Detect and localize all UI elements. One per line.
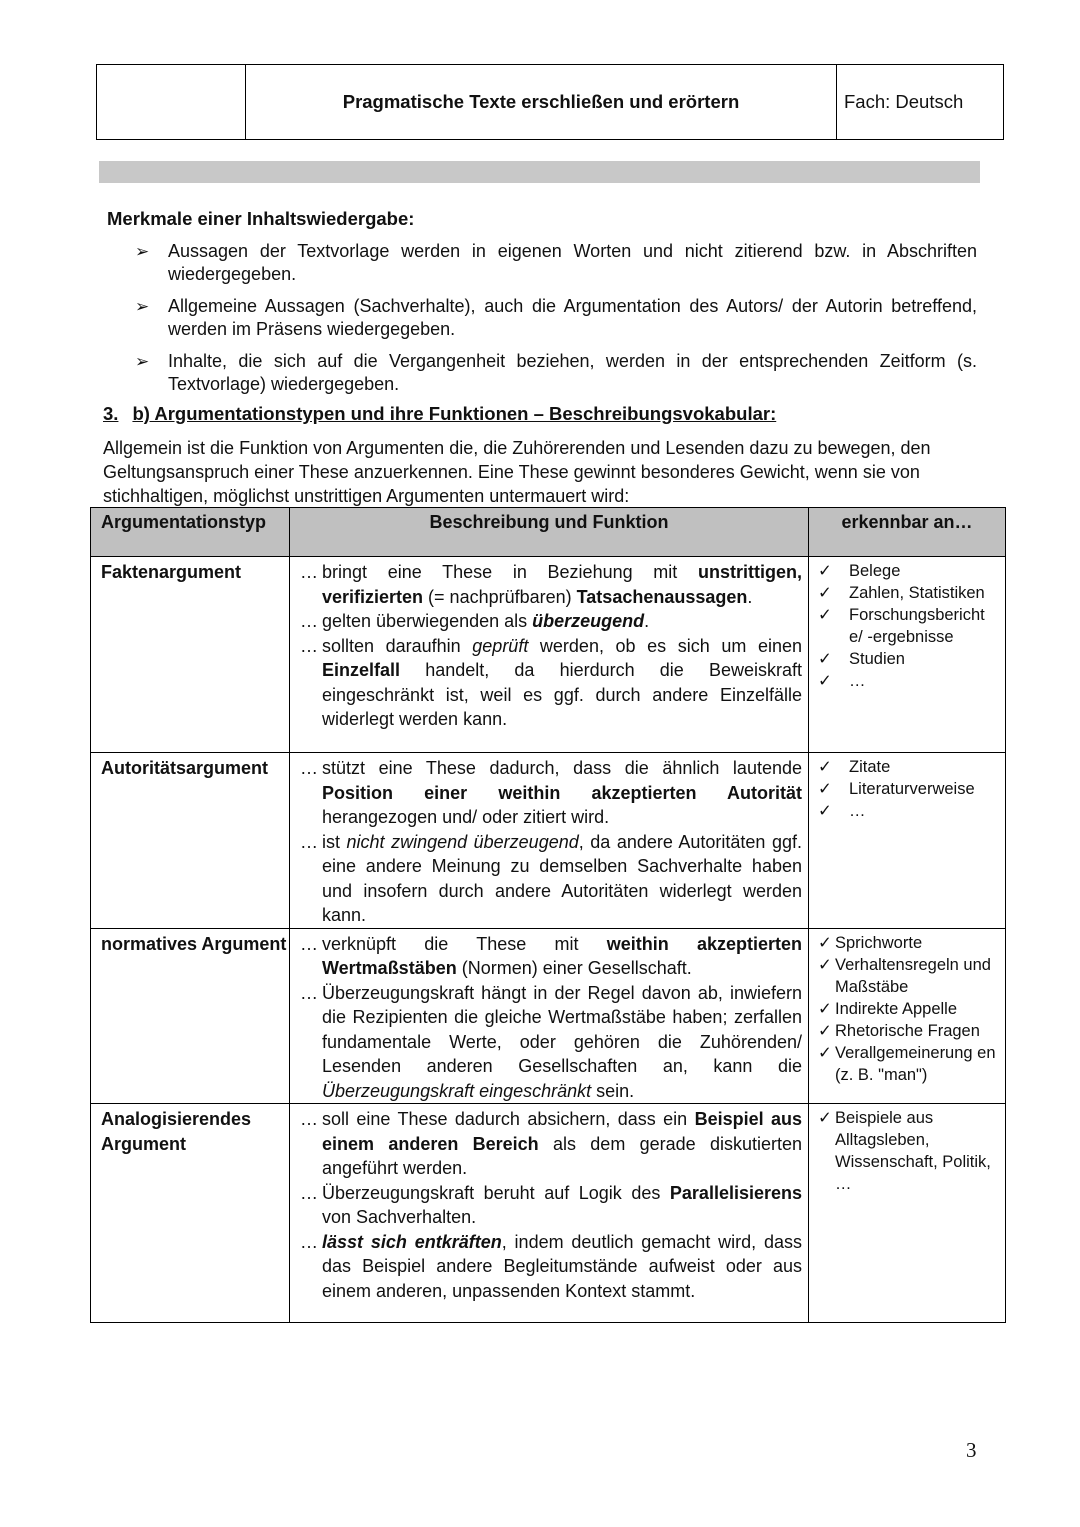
recognized-text: Sprichworte bbox=[835, 933, 923, 952]
recognized-text: … bbox=[849, 802, 866, 820]
recognized-text: Zitate bbox=[849, 758, 891, 776]
subject-label: Fach: Deutsch bbox=[844, 90, 964, 112]
recognized-text: Indirekte Appelle bbox=[835, 999, 958, 1018]
ellipsis-marker: … bbox=[300, 635, 318, 656]
arrow-bullet-icon: ➢ bbox=[135, 352, 150, 371]
bullet-item bbox=[135, 295, 977, 341]
description-item bbox=[300, 932, 802, 981]
description-text: Überzeugungskraft hängt in der Regel davon ab, inwiefern die Rezipienten die gleiche Wertmaßstäbe haben; zerfallen fundamentale Werte, oder gehören die Zuhörenden/ Lesenden anderen Gesellschaften an, kann die Überzeugungskraft eingeschränkt sein. bbox=[322, 982, 802, 1101]
description-cell bbox=[290, 557, 809, 753]
recognized-text: … bbox=[849, 672, 866, 690]
recognized-text: Verallgemeinerung en (z. B. "man") bbox=[835, 1043, 996, 1084]
section-heading: Merkmale einer Inhaltswiedergabe: bbox=[107, 208, 415, 229]
description-item bbox=[300, 609, 802, 634]
recognized-item bbox=[818, 648, 1001, 670]
ellipsis-marker: … bbox=[300, 831, 318, 852]
recognized-item bbox=[818, 800, 1001, 822]
description-item bbox=[300, 560, 802, 609]
recognized-item bbox=[818, 604, 1001, 648]
description-text: gelten überwiegenden als überzeugend. bbox=[322, 611, 650, 631]
description-text: verknüpft die These mit weithin akzeptierten Wertmaßstäben (Normen) einer Gesellschaft. bbox=[322, 933, 802, 978]
recognized-text: Literaturverweise bbox=[849, 780, 975, 798]
ellipsis-marker: … bbox=[300, 611, 318, 631]
recognized-item bbox=[818, 582, 1001, 604]
checkmark-icon: ✓ bbox=[818, 802, 832, 820]
table-row bbox=[91, 928, 1006, 1104]
checkmark-icon: ✓ bbox=[818, 758, 832, 776]
checkmark-icon bbox=[818, 1173, 835, 1195]
bullet-list bbox=[135, 240, 977, 405]
recognized-item bbox=[818, 670, 1001, 692]
recognized-item bbox=[818, 1042, 1001, 1086]
checkmark-icon: ✓ bbox=[818, 1021, 832, 1040]
recognized-item bbox=[818, 1020, 1001, 1042]
description-item bbox=[300, 756, 802, 830]
recognized-item bbox=[818, 998, 1001, 1020]
description-text: sollten daraufhin geprüft werden, ob es sich um einen Einzelfall handelt, da hierdurch die Beweiskraft eingeschränkt ist, weil es ggf. durch andere Einzelfälle widerlegt werden kann. bbox=[322, 635, 802, 729]
recognized-item bbox=[818, 1173, 1001, 1195]
intro-paragraph: Allgemein ist die Funktion von Argumenten die, die Zuhörerenden und Lesenden dazu zu bewegen, den Geltungsanspruch einer These anzuerkennen. Eine These gewinnt besonderes Gewicht, wenn sie von stichhaltigen, möglichst unstrittigen Argumenten untermauert wird: bbox=[103, 438, 931, 506]
description-item bbox=[300, 830, 802, 928]
table-row bbox=[91, 557, 1006, 753]
description-item bbox=[300, 1107, 802, 1181]
recognized-by-cell bbox=[809, 557, 1006, 753]
checkmark-icon: ✓ bbox=[818, 933, 832, 952]
ellipsis-marker: … bbox=[300, 1231, 318, 1252]
description-item bbox=[300, 1230, 802, 1304]
column-header-recognized: erkennbar an… bbox=[809, 508, 1006, 557]
bullet-text: Allgemeine Aussagen (Sachverhalte), auch die Argumentation des Autors/ der Autorin betreffend, werden im Präsens wiedergegeben. bbox=[168, 296, 977, 339]
checkmark-icon: ✓ bbox=[818, 780, 832, 798]
ellipsis-marker: … bbox=[300, 982, 318, 1003]
table-row bbox=[91, 753, 1006, 929]
recognized-text: Forschungsbericht e/ -ergebnisse bbox=[849, 606, 985, 646]
table-body bbox=[91, 557, 1006, 1323]
checkmark-icon: ✓ bbox=[818, 955, 832, 974]
checkmark-icon: ✓ bbox=[818, 584, 832, 602]
recognized-text: … bbox=[835, 1175, 852, 1193]
argument-type-cell: normatives Argument bbox=[91, 928, 290, 1104]
recognized-text: Studien bbox=[849, 650, 905, 668]
recognized-text: Zahlen, Statistiken bbox=[849, 584, 985, 602]
description-item bbox=[300, 981, 802, 1104]
checkmark-icon: ✓ bbox=[818, 999, 832, 1018]
checkmark-icon: ✓ bbox=[818, 562, 832, 580]
bullet-text: Inhalte, die sich auf die Vergangenheit beziehen, werden in der entsprechenden Zeitform (s. Textvorlage) wiedergegeben. bbox=[168, 351, 977, 394]
description-text: ist nicht zwingend überzeugend, da andere Autoritäten ggf. eine andere Meinung zu demselben Sachverhalte haben und insofern durch andere Autoritäten widerlegt werden kann. bbox=[322, 831, 802, 925]
checkmark-icon: ✓ bbox=[818, 1109, 832, 1127]
checkmark-icon: ✓ bbox=[818, 672, 832, 690]
recognized-item bbox=[818, 756, 1001, 778]
recognized-item bbox=[818, 778, 1001, 800]
recognized-text: Rhetorische Fragen bbox=[835, 1021, 980, 1040]
column-header-description: Beschreibung und Funktion bbox=[290, 508, 809, 557]
ellipsis-marker: … bbox=[300, 1109, 318, 1129]
checkmark-icon: ✓ bbox=[818, 650, 832, 668]
document-title: Pragmatische Texte erschließen und erörtern bbox=[246, 65, 837, 139]
ellipsis-marker: … bbox=[300, 933, 318, 954]
arrow-bullet-icon: ➢ bbox=[135, 297, 150, 316]
recognized-by-cell bbox=[809, 928, 1006, 1104]
recognized-item bbox=[818, 1107, 1001, 1173]
recognized-item bbox=[818, 560, 1001, 582]
recognized-item bbox=[818, 932, 1001, 954]
argument-types-table bbox=[90, 507, 1006, 1323]
description-text: soll eine These dadurch absichern, dass ein Beispiel aus einem anderen Bereich als dem gerade diskutierten angeführt werden. bbox=[322, 1109, 803, 1178]
table-row bbox=[91, 1104, 1006, 1323]
recognized-text: Beispiele aus Alltagsleben, Wissenschaft, Politik, bbox=[835, 1109, 991, 1171]
description-text: lässt sich entkräften, indem deutlich gemacht wird, dass das Beispiel andere Begleitumstände aufweist oder aus einem anderen, unpassenden Kontext stammt. bbox=[322, 1231, 803, 1301]
recognized-text: Verhaltensregeln und Maßstäbe bbox=[835, 955, 991, 996]
page-number: 3 bbox=[966, 1438, 977, 1462]
bullet-item bbox=[135, 240, 977, 286]
ellipsis-marker: … bbox=[300, 562, 318, 582]
subsection-number: 3. bbox=[103, 403, 119, 424]
argument-type-cell: Autoritätsargument bbox=[91, 753, 290, 929]
checkmark-icon: ✓ bbox=[818, 1043, 832, 1062]
grey-divider-bar bbox=[99, 161, 980, 183]
description-cell bbox=[290, 753, 809, 929]
recognized-item bbox=[818, 954, 1001, 998]
subsection-heading bbox=[103, 402, 776, 426]
description-text: bringt eine These in Beziehung mit unstrittigen, verifizierten (= nachprüfbaren) Tatsachenaussagen. bbox=[322, 562, 802, 607]
argument-type-cell: Analogisierendes Argument bbox=[91, 1104, 290, 1323]
description-text: Überzeugungskraft beruht auf Logik des Parallelisierens von Sachverhalten. bbox=[322, 1182, 802, 1227]
header-empty-cell bbox=[97, 65, 246, 139]
table-header-row bbox=[91, 508, 1006, 557]
description-cell bbox=[290, 928, 809, 1104]
ellipsis-marker: … bbox=[300, 758, 318, 778]
bullet-item bbox=[135, 350, 977, 396]
column-header-type: Argumentationstyp bbox=[91, 508, 290, 557]
description-item bbox=[300, 634, 802, 732]
description-cell bbox=[290, 1104, 809, 1323]
description-text: stützt eine These dadurch, dass die ähnlich lautende Position einer weithin akzeptierten Autorität herangezogen und/ oder zitiert wird. bbox=[322, 758, 802, 827]
description-item bbox=[300, 1181, 802, 1230]
recognized-by-cell bbox=[809, 753, 1006, 929]
arrow-bullet-icon: ➢ bbox=[135, 242, 150, 261]
bullet-text: Aussagen der Textvorlage werden in eigenen Worten und nicht zitierend bzw. in Abschriften wiedergegeben. bbox=[168, 241, 977, 284]
subsection-title: b) Argumentationstypen und ihre Funktionen – Beschreibungsvokabular: bbox=[132, 403, 777, 424]
checkmark-icon: ✓ bbox=[818, 606, 832, 624]
header-table bbox=[96, 64, 1004, 140]
recognized-text: Belege bbox=[849, 562, 901, 580]
recognized-by-cell bbox=[809, 1104, 1006, 1323]
ellipsis-marker: … bbox=[300, 1182, 318, 1203]
argument-type-cell: Faktenargument bbox=[91, 557, 290, 753]
